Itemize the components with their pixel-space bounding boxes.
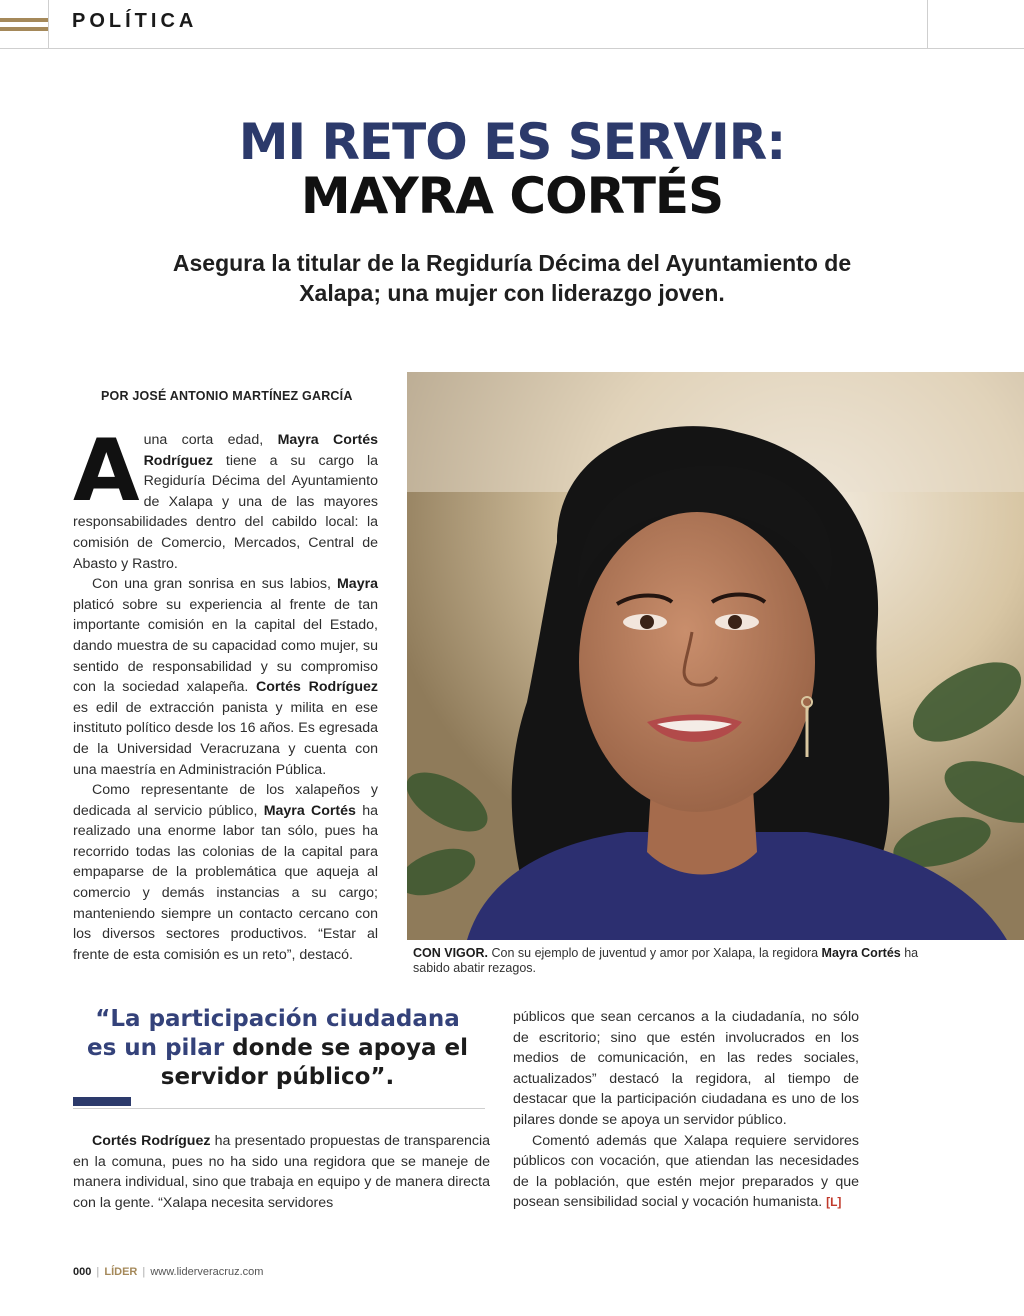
body-column-right bbox=[513, 1007, 859, 1213]
byline: POR JOSÉ ANTONIO MARTÍNEZ GARCÍA bbox=[101, 389, 353, 403]
paragraph: Cortés Rodríguez ha presentado propuestas de transparencia en la comuna, pues no ha sido una regidora que se maneje de manera individual, sino que trabaja en equipo y de manera directa con la gente. “Xalapa necesita servidores bbox=[73, 1133, 490, 1211]
pull-quote-accent-bar bbox=[73, 1097, 131, 1106]
header-accent-bar bbox=[0, 18, 48, 22]
pull-quote-rule bbox=[73, 1108, 485, 1109]
header-rule bbox=[0, 48, 1024, 49]
paragraph: Con una gran sonrisa en sus labios, Mayra platicó sobre su experiencia al frente de tan importante comisión en la capital del Estado, dando muestra de su capacidad como mujer, su sentido de responsabilidad y su compromiso con la sociedad xalapeña. Cortés Rodríguez es edil de extracción panista y milita en ese instituto político desde los 16 años. Es egresada de la Universidad Veracruzana y cuenta con una maestría en Administración Pública. bbox=[73, 576, 378, 778]
header-divider bbox=[48, 0, 49, 48]
header-divider bbox=[927, 0, 928, 48]
paragraph: públicos que sean cercanos a la ciudadanía, no sólo de escritorio; sino que estén involucrados en los medios de comunicación, en las redes sociales, actualizados” destacó la regidora, al tiempo de destacar que la participación ciudadana es uno de los pilares donde se apoya un servidor público. bbox=[513, 1009, 859, 1128]
body-column-left bbox=[73, 421, 378, 965]
article-subtitle: Asegura la titular de la Regiduría Décima del Ayuntamiento de Xalapa; una mujer con liderazgo joven. bbox=[172, 250, 852, 306]
title-line-1: MI RETO ES SERVIR: bbox=[238, 113, 786, 171]
website-url: www.liderveracruz.com bbox=[150, 1266, 264, 1278]
paragraph: Como representante de los xalapeños y dedicada al servicio público, Mayra Cortés ha realizado una enorme labor tan sólo, pues ha recorrido todas las colonias de la capital para empaparse de la problemática que aqueja al comercio y demás instancias a su cargo; manteniendo siempre un contacto cercano con los diversos sectores productivos. “Estar al frente de esta comisión es un reto”, destacó. bbox=[73, 782, 378, 963]
title-line-2: MAYRA CORTÉS bbox=[300, 167, 724, 225]
article-title bbox=[0, 115, 1024, 223]
paragraph: Comentó además que Xalapa requiere servidores públicos con vocación, que atiendan las necesidades de la población, que estén mejor preparados y que posean sensibilidad social y vocación humanista. [L] bbox=[513, 1132, 859, 1211]
end-mark: [L] bbox=[826, 1195, 842, 1210]
footer-separator: | bbox=[142, 1266, 146, 1278]
body-column-bottom-left bbox=[73, 1131, 490, 1213]
photo-caption: CON VIGOR. Con su ejemplo de juventud y amor por Xalapa, la regidora Mayra Cortés ha sabido abatir rezagos. bbox=[413, 946, 919, 975]
page-footer bbox=[73, 1266, 263, 1278]
drop-cap: A bbox=[73, 421, 140, 521]
header-accent-bar bbox=[0, 27, 48, 31]
portrait-photo bbox=[407, 372, 1024, 940]
paragraph: A una corta edad, Mayra Cortés Rodríguez tiene a su cargo la Regiduría Décima del Ayuntamiento de Xalapa y una de las mayores responsabilidades dentro del cabildo local: la comisión de Comercio, Mercados, Central de Abasto y Rastro. bbox=[73, 421, 378, 572]
portrait-illustration bbox=[407, 372, 1024, 940]
section-label: POLÍTICA bbox=[72, 10, 198, 32]
footer-separator: | bbox=[96, 1266, 100, 1278]
brand-name: LÍDER bbox=[104, 1266, 138, 1278]
page-number: 000 bbox=[73, 1266, 92, 1278]
pull-quote: “La participación ciudadana es un pilar donde se apoya el servidor público”. bbox=[87, 1006, 468, 1090]
